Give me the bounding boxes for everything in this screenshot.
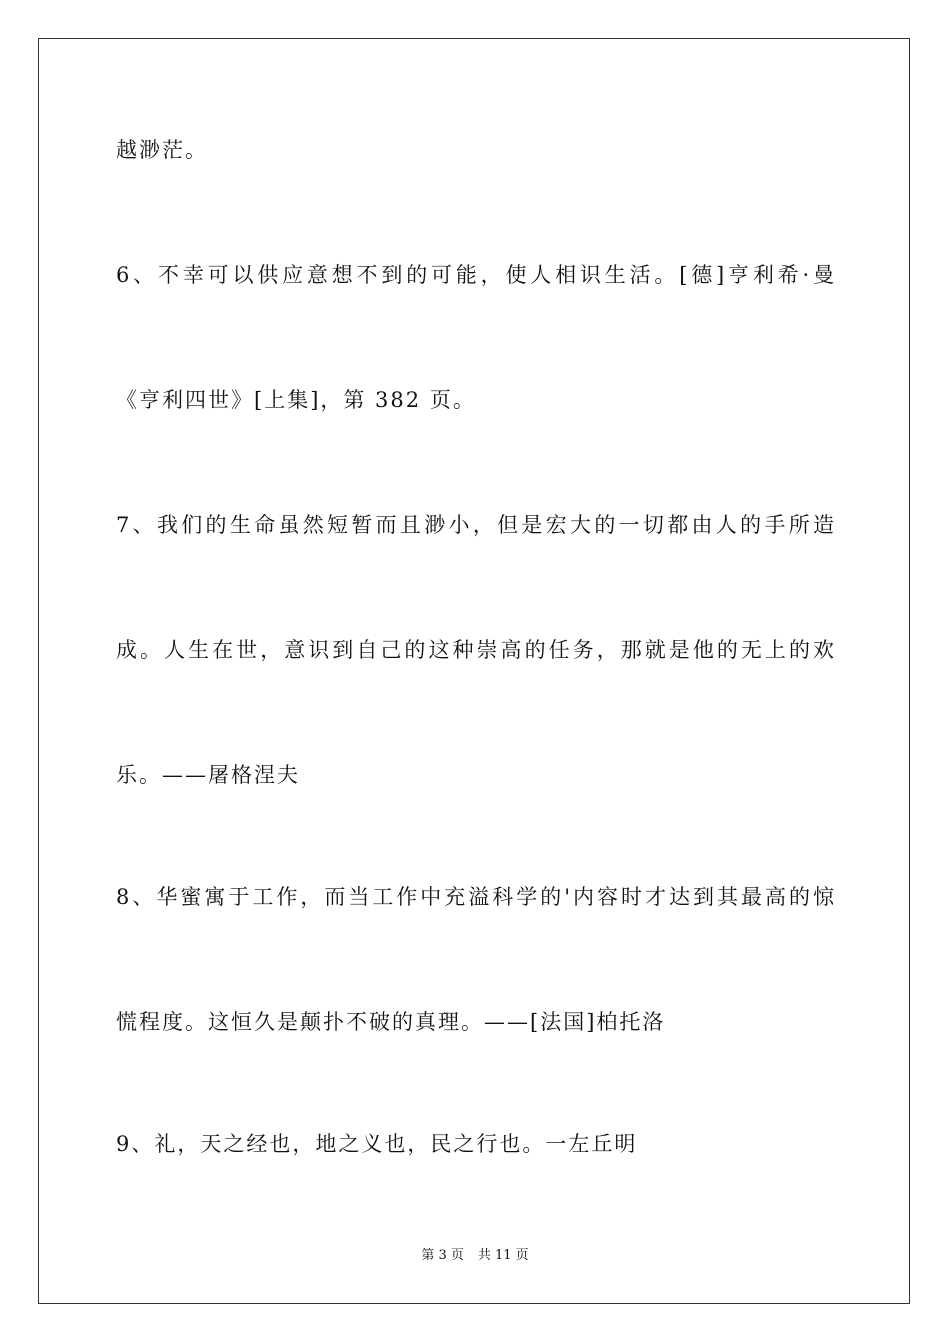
text-line-2: 6、不幸可以供应意想不到的可能，使人相识生活。[德]亨利希·曼: [116, 263, 836, 287]
page-footer: [0, 1247, 950, 1265]
text-line-9: 9、礼，天之经也，地之义也，民之行也。一左丘明: [116, 1132, 638, 1156]
page-number: 第 3 页: [421, 1248, 464, 1263]
page-border: [38, 38, 910, 1304]
text-line-5: 成。人生在世，意识到自己的这种崇高的任务，那就是他的无上的欢: [116, 638, 836, 662]
text-line-8: 慌程度。这恒久是颠扑不破的真理。——[法国]柏托洛: [116, 1010, 666, 1034]
text-line-7: 8、华蜜寓于工作，而当工作中充溢科学的'内容时才达到其最高的惊: [116, 885, 836, 909]
text-line-4: 7、我们的生命虽然短暂而且渺小，但是宏大的一切都由人的手所造: [116, 513, 836, 537]
text-line-3: 《亨利四世》[上集]，第 382 页。: [116, 388, 476, 412]
text-line-6: 乐。——屠格涅夫: [116, 763, 300, 787]
page-total: 共 11 页: [477, 1248, 529, 1263]
text-line-1: 越渺茫。: [116, 138, 208, 162]
